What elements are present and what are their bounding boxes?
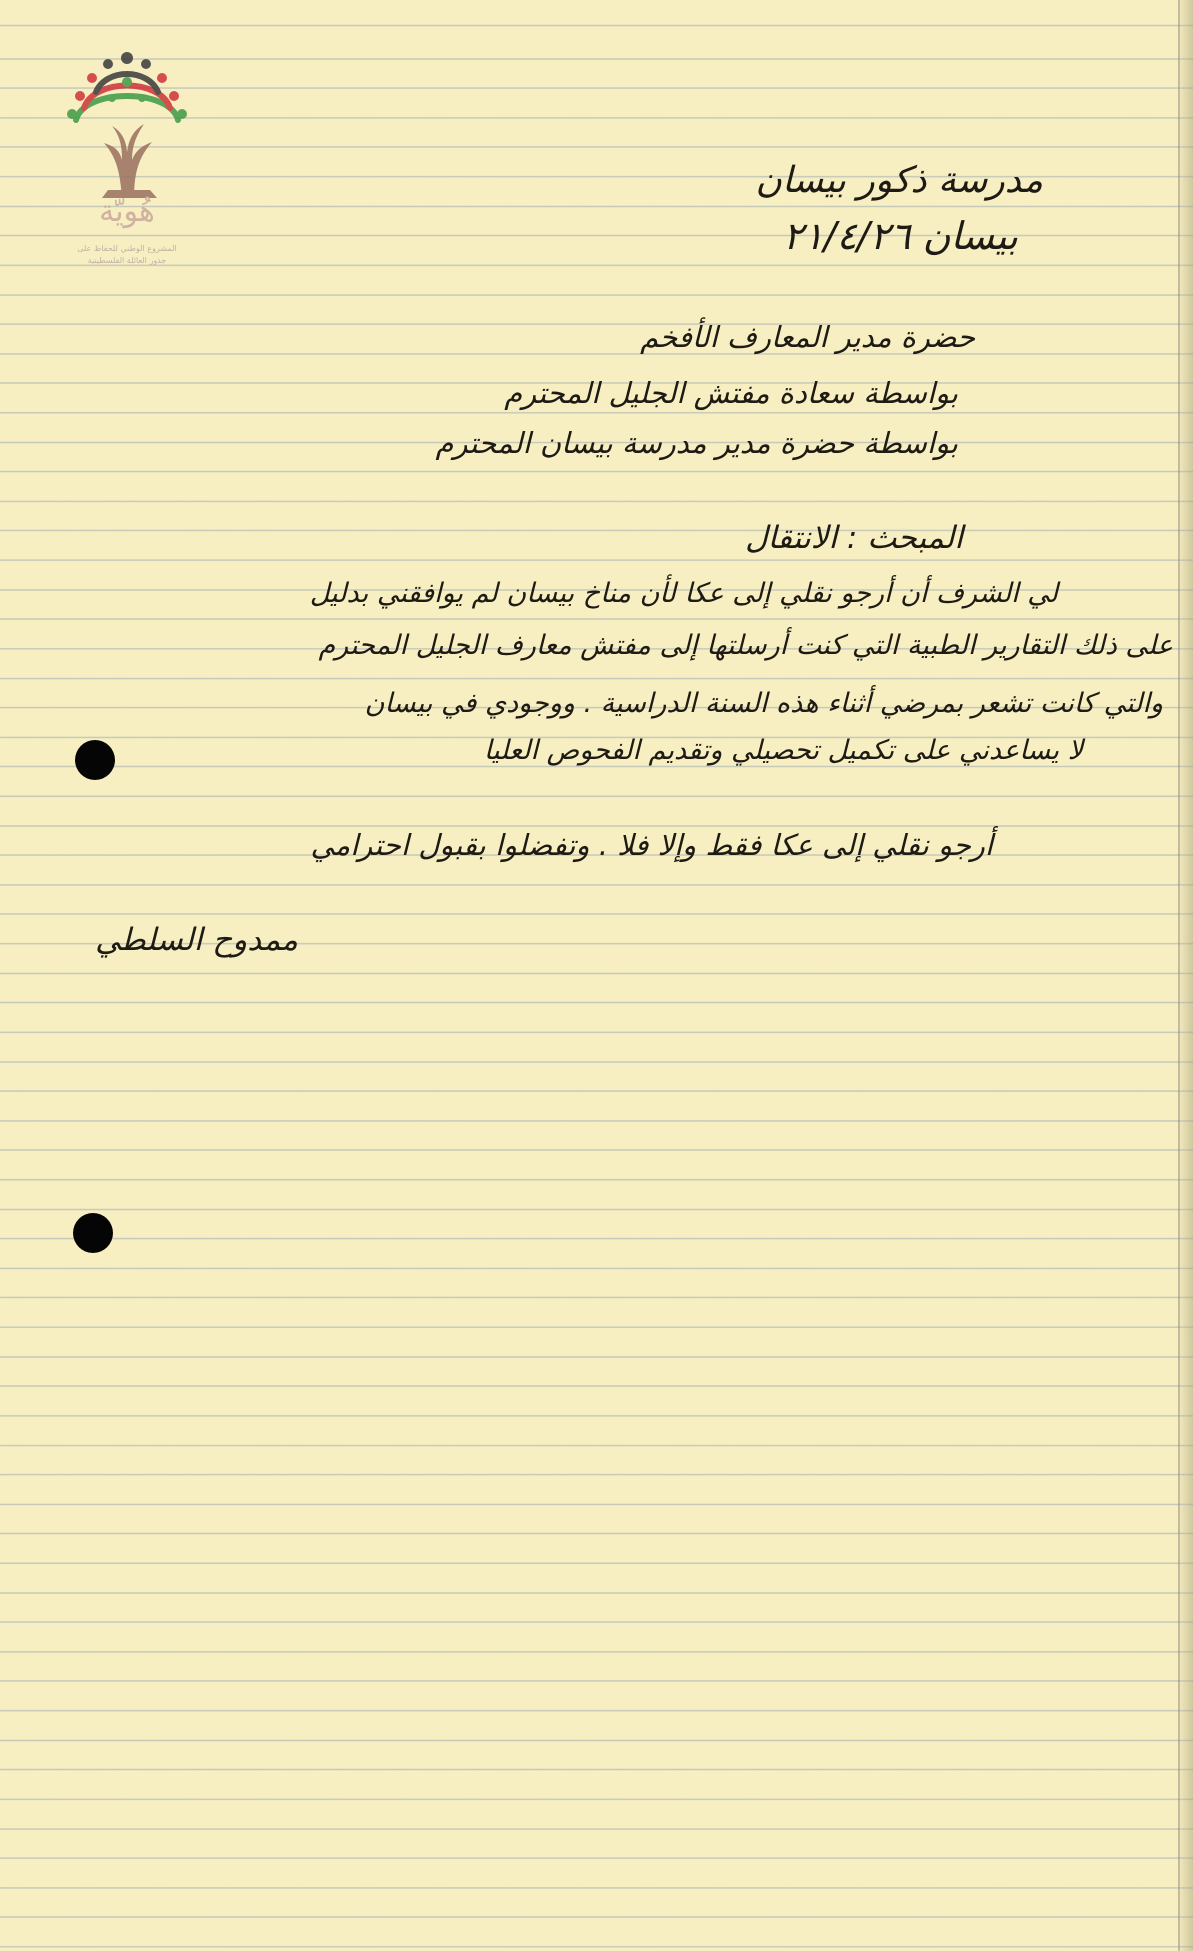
logo-name: هُويّة [99, 194, 155, 229]
addressee-line-1: حضرة مدير المعارف الأفخم [640, 320, 975, 354]
place-date: بيسان ٢١/٤/٢٦ [782, 214, 1018, 258]
body-line-1: لي الشرف أن أرجو نقلي إلى عكا لأن مناخ بيسان لم يوافقني بدليل [309, 578, 1058, 609]
paper-edge [1179, 0, 1193, 1951]
logo-tagline-2: جذور العائلة الفلسطينية [87, 256, 167, 265]
body-line-4: لا يساعدني على تكميل تحصيلي وتقديم الفحوص العليا [483, 735, 1083, 766]
logo [62, 48, 192, 268]
body-line-2: على ذلك التقارير الطبية التي كنت أرسلتها إلى مفتش معارف الجليل المحترم [318, 630, 1173, 661]
addressee-line-2: بواسطة سعادة مفتش الجليل المحترم [504, 376, 958, 410]
addressee-line-3: بواسطة حضرة مدير مدرسة بيسان المحترم [435, 426, 958, 460]
punch-hole-bottom [73, 1213, 113, 1253]
tree-icon [62, 48, 192, 198]
school-name: مدرسة ذكور بيسان [755, 160, 1043, 201]
signature: ممدوح السلطي [95, 922, 298, 958]
closing-line: أرجو نقلي إلى عكا فقط وإلا فلا . وتفضلوا بقبول احترامي [310, 828, 993, 862]
subject-line: المبحث : الانتقال [745, 520, 963, 556]
body-line-3: والتي كانت تشعر بمرضي أثناء هذه السنة الدراسية . ووجودي في بيسان [364, 688, 1163, 719]
punch-hole-top [75, 740, 115, 780]
logo-tagline-1: المشروع الوطني للحفاظ على [77, 244, 177, 253]
